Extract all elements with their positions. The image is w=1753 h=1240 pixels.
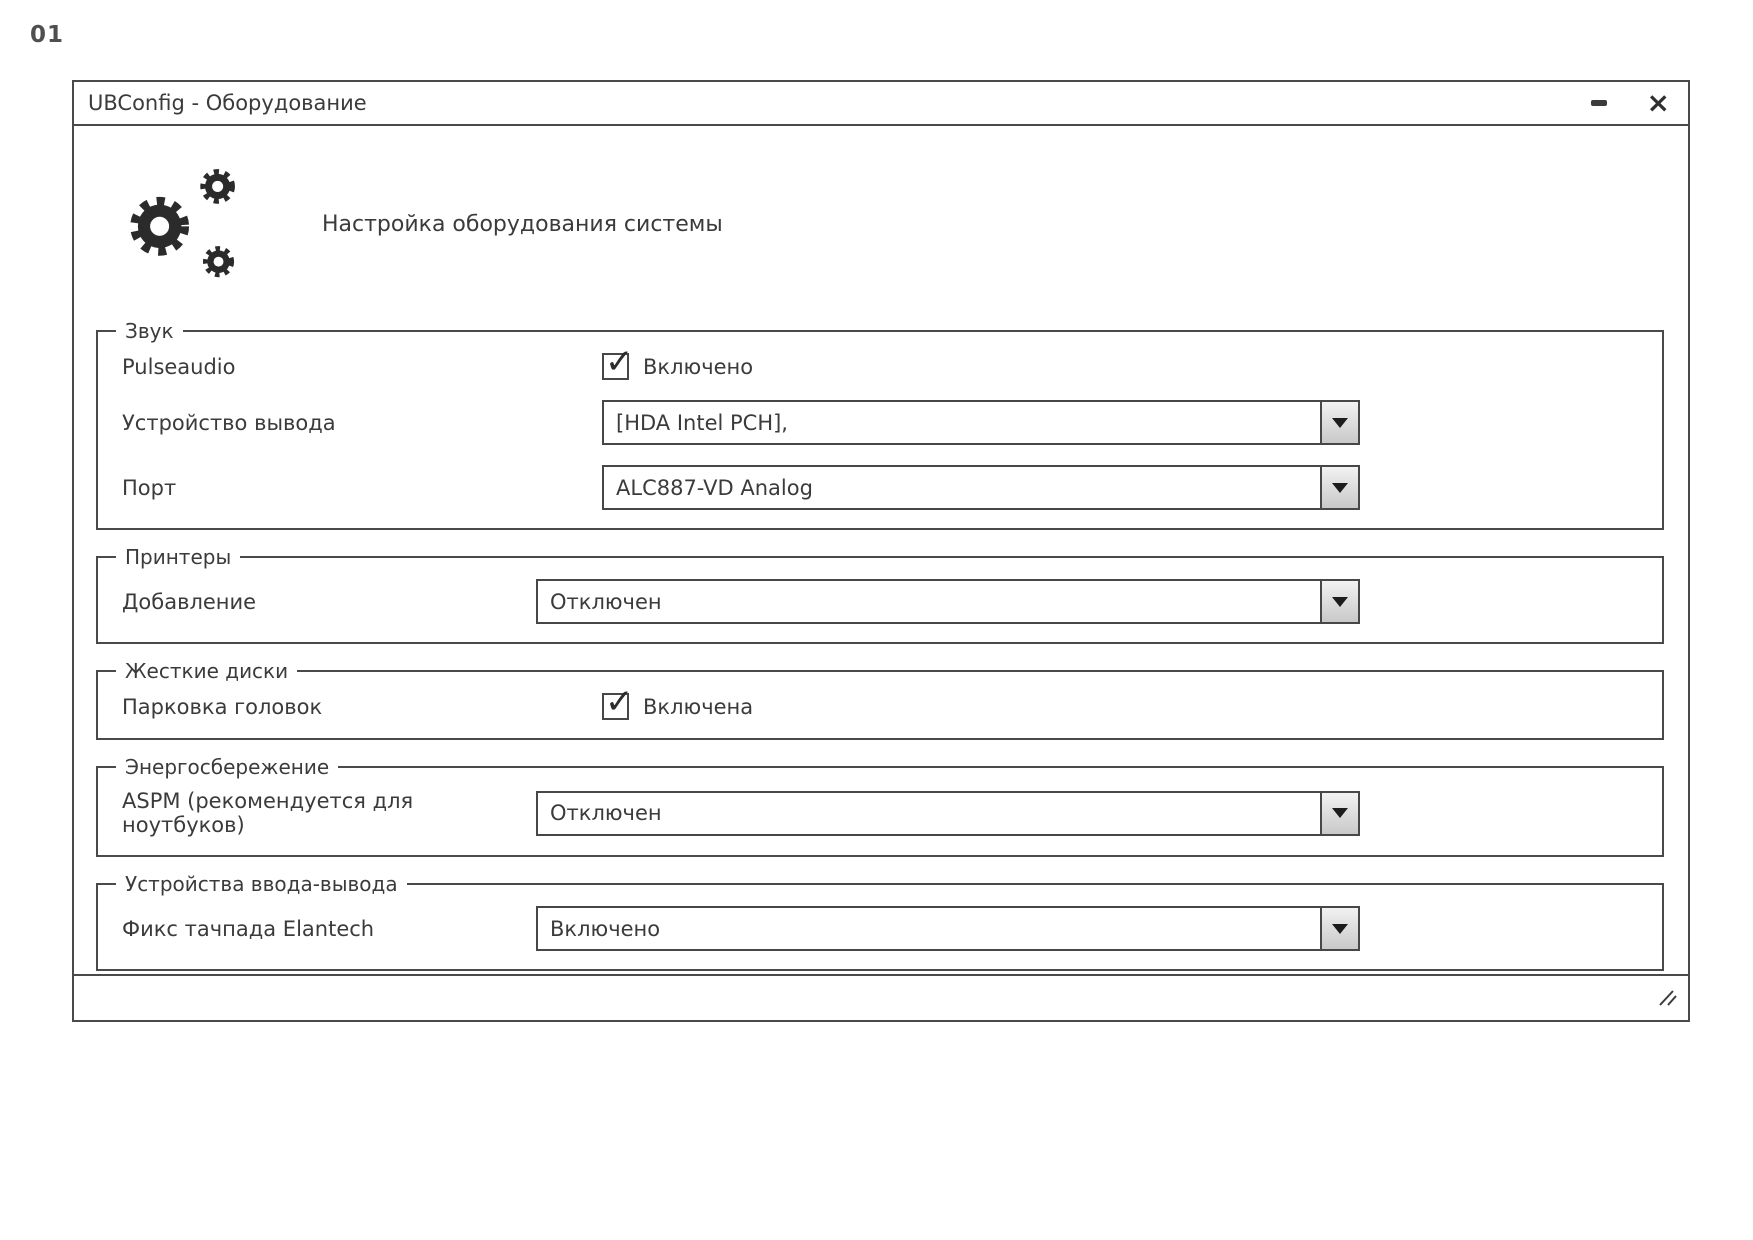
pulseaudio-state-label: Включено [643,354,754,379]
gears-icon [110,152,260,297]
page-number: 01 [30,22,65,48]
row-output-device [110,400,1648,445]
header-row [110,152,1664,297]
close-button[interactable] [1646,86,1670,119]
chevron-down-icon [1332,418,1348,428]
output-device-dropdown-button[interactable] [1320,402,1358,443]
row-port [110,465,1648,510]
elantech-fix-value[interactable]: Включено [550,916,661,941]
printer-adding-label: Добавление [122,589,257,614]
group-hard-disks [96,659,1664,740]
pulseaudio-checkbox-wrap [602,342,754,382]
head-parking-label: Парковка головок [122,694,323,719]
port-dropdown-button[interactable] [1320,467,1358,508]
pulseaudio-checkbox[interactable] [602,342,634,382]
group-sound [96,319,1664,530]
chevron-down-icon [1332,924,1348,934]
port-dropdown[interactable] [602,465,1360,510]
titlebar [74,82,1688,126]
output-device-dropdown[interactable] [602,400,1360,445]
row-elantech-fix [110,906,1648,951]
group-sound-legend: Звук [125,319,174,343]
window-controls [1589,86,1670,119]
port-value[interactable]: ALC887-VD Analog [616,475,813,500]
statusbar [74,974,1688,1020]
group-io-devices-legend: Устройства ввода-вывода [125,872,398,896]
printer-adding-value[interactable]: Отключен [550,589,662,614]
head-parking-state-label: Включена [643,694,754,719]
elantech-fix-dropdown[interactable] [536,906,1360,951]
pulseaudio-label: Pulseaudio [122,354,236,379]
row-aspm [110,789,1648,837]
aspm-dropdown[interactable] [536,791,1360,836]
head-parking-checkbox[interactable] [602,682,634,722]
printer-adding-dropdown[interactable] [536,579,1360,624]
checkmark-icon: ✓ [605,342,634,382]
group-power-saving [96,755,1664,857]
window-title: UBConfig - Оборудование [88,91,367,115]
elantech-fix-label: Фикс тачпада Elantech [122,916,375,941]
chevron-down-icon [1332,597,1348,607]
head-parking-checkbox-wrap [602,682,754,722]
group-hard-disks-legend: Жесткие диски [125,659,289,683]
aspm-value[interactable]: Отключен [550,801,662,825]
output-device-label: Устройство вывода [122,410,336,435]
chevron-down-icon [1332,483,1348,493]
output-device-value[interactable]: [HDA Intel PCH], [616,410,788,435]
window-body [74,126,1688,974]
row-head-parking [110,682,1648,722]
close-icon: × [1646,86,1670,119]
minimize-button[interactable] [1589,90,1609,116]
elantech-fix-dropdown-button[interactable] [1320,908,1358,949]
chevron-down-icon [1332,808,1348,818]
group-printers-legend: Принтеры [125,545,232,569]
minimize-icon [1591,100,1607,106]
printer-adding-dropdown-button[interactable] [1320,581,1358,622]
aspm-label: ASPM (рекомендуется для ноутбуков) [122,789,414,837]
port-label: Порт [122,475,177,500]
group-io-devices [96,872,1664,971]
aspm-dropdown-button[interactable] [1320,793,1358,834]
group-printers [96,545,1664,644]
row-pulseaudio [110,342,1648,382]
checkmark-icon: ✓ [605,682,634,722]
group-power-saving-legend: Энергосбережение [125,755,330,779]
page-subtitle: Настройка оборудования системы [322,212,723,237]
resize-grip[interactable] [1656,989,1678,1007]
ubconfig-window [72,80,1690,1022]
row-printer-adding [110,579,1648,624]
